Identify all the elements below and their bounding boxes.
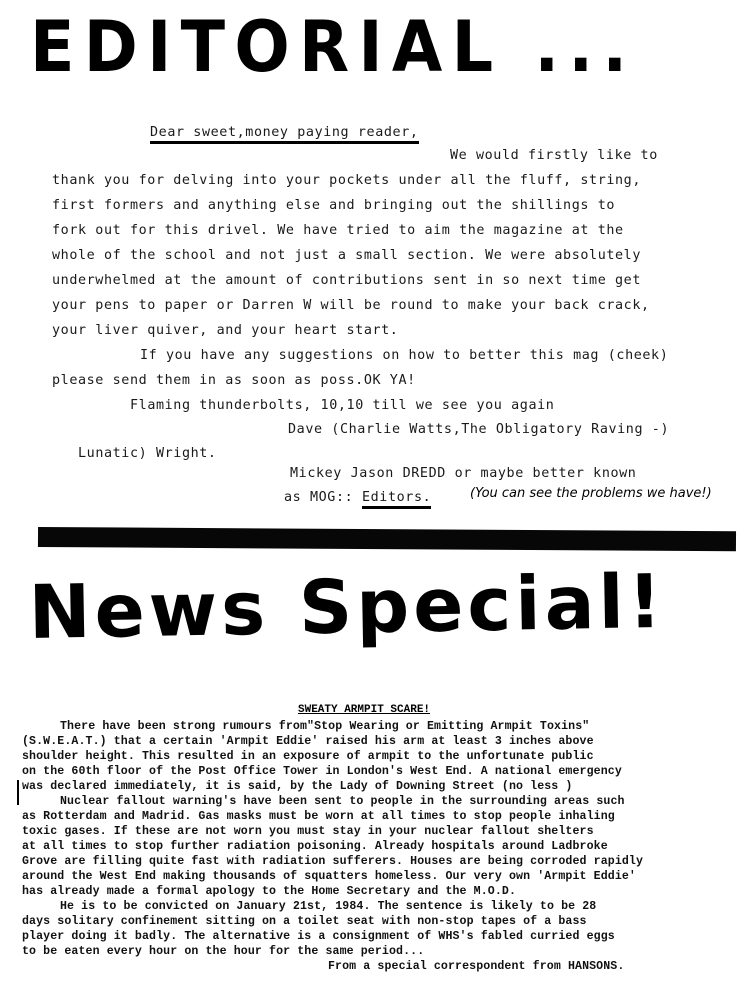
article-line: has already made a formal apology to the Home Secretary and the M.O.D. [22,885,517,898]
editorial-line: Flaming thunderbolts, 10,10 till we see you again [130,398,555,413]
article-line: at all times to stop further radiation poisoning. Already hospitals around Ladbroke [22,840,608,853]
salutation-text: Dear sweet,money paying reader, [150,125,419,144]
margin-mark [17,780,19,805]
article-title: SWEATY ARMPIT SCARE! [298,704,431,716]
editorial-line: If you have any suggestions on how to better this mag (cheek) [140,348,669,363]
handwritten-note: (You can see the problems we have!) [470,486,712,501]
article-line: Grove are filling quite fast with radiation sufferers. Houses are being corroded rapidly [22,855,644,868]
editorial-line: your liver quiver, and your heart start. [52,323,399,338]
editorial-line: Lunatic) Wright. [78,446,217,461]
article-line: He is to be convicted on January 21st, 1984. The sentence is likely to be 28 [60,900,597,913]
editors-signoff [284,490,431,505]
salutation [150,125,419,140]
editorial-line: Mickey Jason DREDD or maybe better known [290,466,637,481]
editorial-line: your pens to paper or Darren W will be round to make your back crack, [52,298,650,313]
article-line: There have been strong rumours from"Stop Wearing or Emitting Armpit Toxins" [60,720,590,733]
article-line: (S.W.E.A.T.) that a certain 'Armpit Eddie' raised his arm at least 3 inches above [22,735,594,748]
signoff-editors: Editors. [362,490,431,509]
divider-bar [38,527,736,551]
news-special-heading: News Special! [27,558,667,656]
article-line: as Rotterdam and Madrid. Gas masks must be worn at all times to stop people inhaling [22,810,615,823]
editorial-line: underwhelmed at the amount of contributions sent in so next time get [52,273,642,288]
editorial-line: We would firstly like to [450,148,658,163]
editorial-line: Dave (Charlie Watts,The Obligatory Raving -) [288,422,670,437]
article-line: toxic gases. If these are not worn you must stay in your nuclear fallout shelters [22,825,594,838]
editorial-line: thank you for delving into your pockets under all the fluff, string, [52,173,642,188]
article-byline: From a special correspondent from HANSONS. [328,960,625,973]
article-line: days solitary confinement sitting on a toilet seat with non-stop tapes of a bass [22,915,587,928]
article-line: to be eaten every hour on the hour for the same period... [22,945,425,958]
editorial-line: fork out for this drivel. We have tried to aim the magazine at the [52,223,624,238]
article-line: Nuclear fallout warning's have been sent to people in the surrounding areas such [60,795,625,808]
editorial-line: please send them in as soon as poss.OK YA! [52,373,416,388]
editorial-heading: EDITORIAL ... [30,6,637,88]
editorial-line: whole of the school and not just a small section. We were absolutely [52,248,642,263]
article-line: around the West End making thousands of squatters homeless. Our very own 'Armpit Eddie' [22,870,636,883]
article-line: on the 60th floor of the Post Office Tower in London's West End. A national emergency [22,765,622,778]
signoff-prefix: as MOG:: [284,490,362,505]
editorial-line: first formers and anything else and bringing out the shillings to [52,198,616,213]
article-line: was declared immediately, it is said, by the Lady of Downing Street (no less ) [22,780,573,793]
article-line: shoulder height. This resulted in an exposure of armpit to the unfortunate public [22,750,594,763]
article-line: player doing it badly. The alternative is a consignment of WHS's fabled curried eggs [22,930,615,943]
